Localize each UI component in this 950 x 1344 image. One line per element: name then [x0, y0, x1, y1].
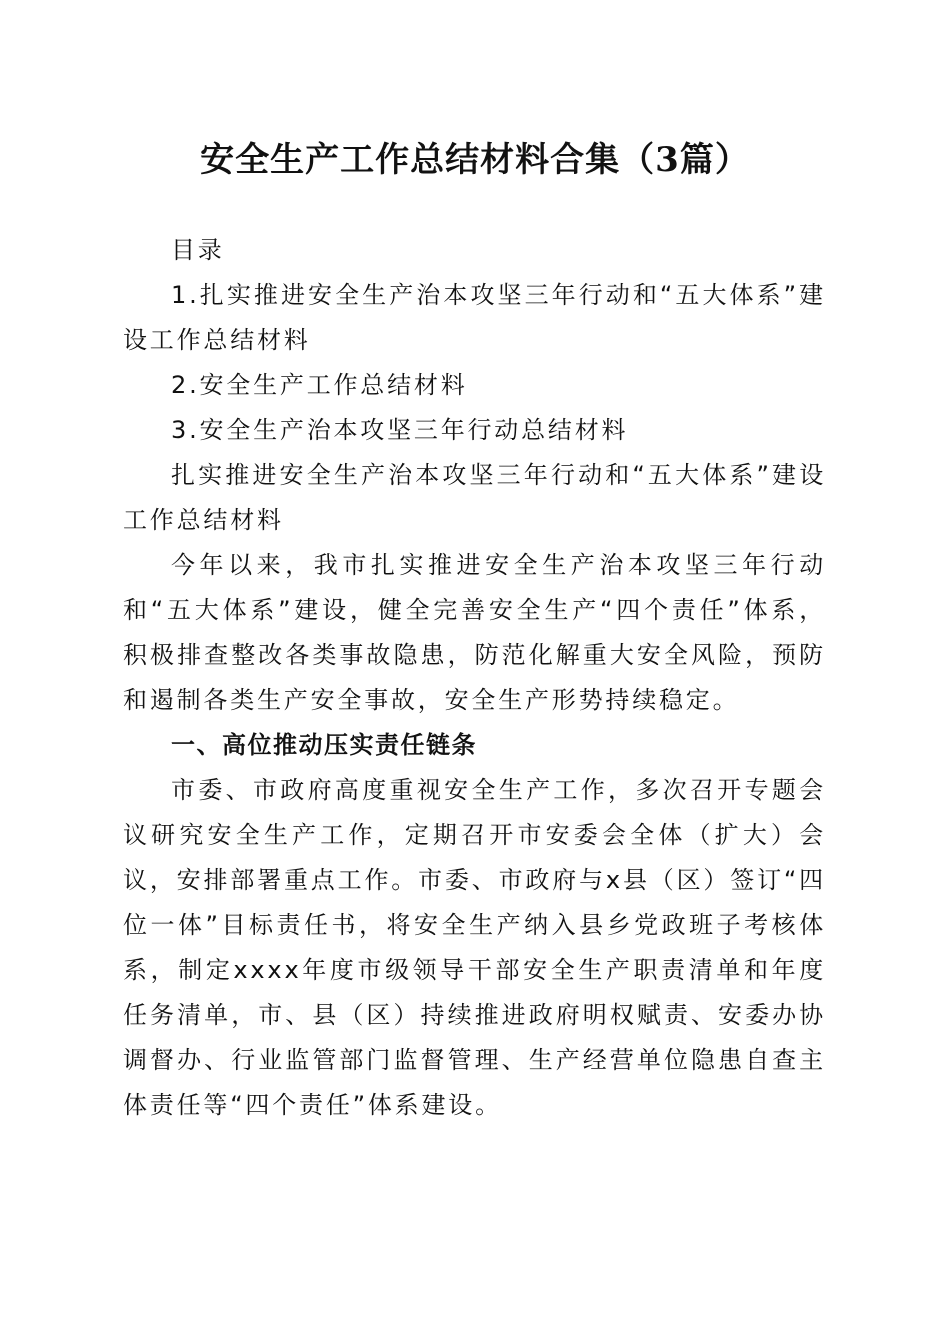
toc-item-1: 1.扎实推进安全生产治本攻坚三年行动和“五大体系”建设工作总结材料 — [123, 281, 826, 354]
document-title: 安全生产工作总结材料合集（3篇） — [200, 140, 750, 180]
article-title: 扎实推进安全生产治本攻坚三年行动和“五大体系”建设工作总结材料 — [123, 461, 826, 534]
toc-label: 目录 — [171, 236, 225, 264]
document-body — [123, 228, 826, 1128]
intro-paragraph: 今年以来，我市扎实推进安全生产治本攻坚三年行动和“五大体系”建设，健全完善安全生产“四个责任”体系，积极排查整改各类事故隐患，防范化解重大安全风险，预防和遏制各类生产安全事故，安全生产形势持续稳定。 — [123, 551, 826, 714]
toc-item-2: 2.安全生产工作总结材料 — [171, 371, 468, 399]
toc-item-3: 3.安全生产治本攻坚三年行动总结材料 — [171, 416, 629, 444]
section-heading: 一、高位推动压实责任链条 — [171, 731, 477, 759]
section-paragraph: 市委、市政府高度重视安全生产工作，多次召开专题会议研究安全生产工作，定期召开市安委会全体（扩大）会议，安排部署重点工作。市委、市政府与x县（区）签订“四位一体”目标责任书，将安全生产纳入县乡党政班子考核体系，制定xxxx年度市级领导干部安全生产职责清单和年度任务清单，市、县（区）持续推进政府明权赋责、安委办协调督办、行业监管部门监督管理、生产经营单位隐患自查主体责任等“四个责任”体系建设。 — [123, 776, 826, 1119]
